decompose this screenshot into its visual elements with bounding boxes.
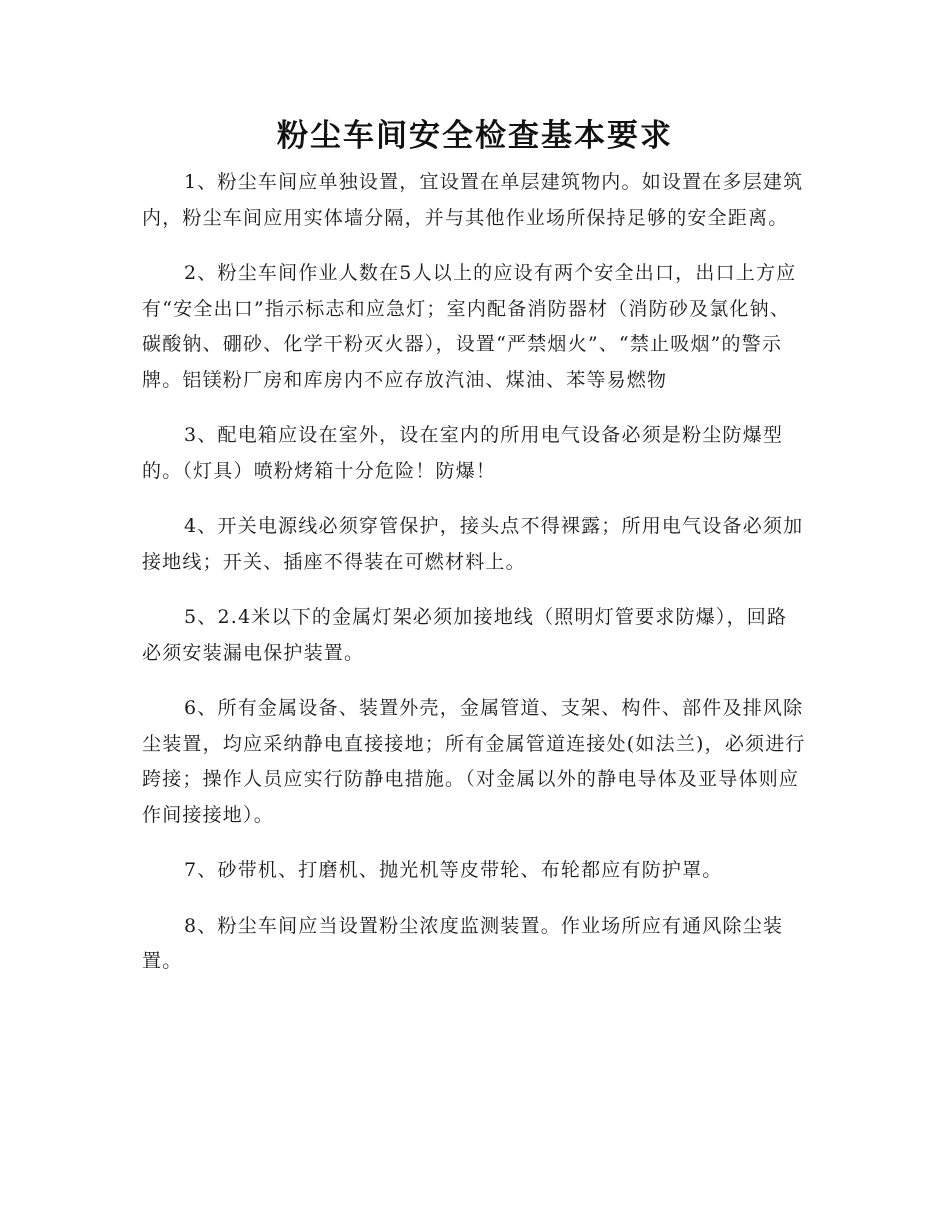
paragraph-2: 2、粉尘车间作业人数在5人以上的应设有两个安全出口，出口上方应有“安全出口”指示标志和应急灯；室内配备消防器材（消防砂及氯化钠、碳酸钠、硼砂、化学干粉灭火器），设置“严禁烟火”、“禁止吸烟”的警示牌。铝镁粉厂房和库房内不应存放汽油、煤油、苯等易燃物	[142, 262, 797, 391]
paragraph-5: 5、2.4米以下的金属灯架必须加接地线（照明灯管要求防爆），回路必须安装漏电保护装置。	[142, 606, 788, 664]
paragraph-6: 6、所有金属设备、装置外壳，金属管道、支架、构件、部件及排风除尘装置，均应采纳静电直接接地；所有金属管道连接处(如法兰)，必须进行跨接；操作人员应实行防静电措施。（对金属以外的静电导体及亚导体则应作间接接地）。	[142, 697, 806, 826]
document-body	[142, 165, 806, 1000]
paragraph-4: 4、开关电源线必须穿管保护，接头点不得裸露；所用电气设备必须加接地线；开关、插座不得装在可燃材料上。	[142, 515, 804, 573]
paragraph-7: 7、砂带机、打磨机、抛光机等皮带轮、布轮都应有防护罩。	[184, 859, 723, 881]
paragraph-1: 1、粉尘车间应单独设置，宜设置在单层建筑物内。如设置在多层建筑内，粉尘车间应用实体墙分隔，并与其他作业场所保持足够的安全距离。	[142, 171, 804, 229]
page-title: 粉尘车间安全检查基本要求	[277, 118, 673, 154]
paragraph-3: 3、配电箱应设在室外，设在室内的所用电气设备必须是粉尘防爆型的。（灯具）喷粉烤箱十分危险！防爆！	[142, 424, 784, 482]
paragraph-8: 8、粉尘车间应当设置粉尘浓度监测装置。作业场所应有通风除尘装置。	[142, 914, 784, 972]
